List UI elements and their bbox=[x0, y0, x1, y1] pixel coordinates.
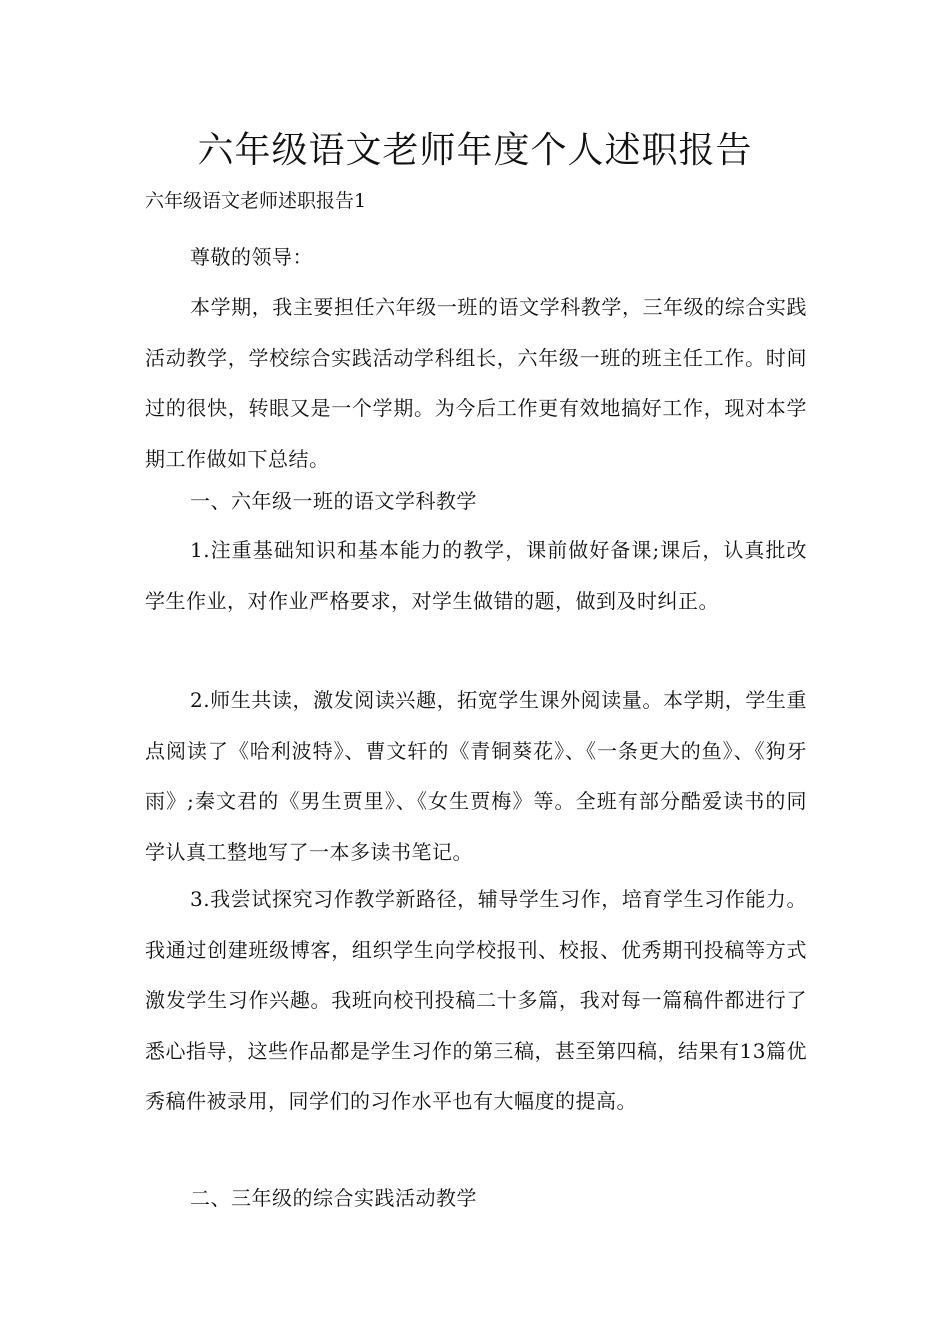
document-title: 六年级语文老师年度个人述职报告 bbox=[197, 130, 753, 171]
intro-paragraph: 本学期，我主要担任六年级一班的语文学科教学，三年级的综合实践活动教学，学校综合实践活动学科组长，六年级一班的班主任工作。时间过的很快，转眼又是一个学期。为今后工作更有效地搞好工作，现对本学期工作做如下总结。 bbox=[145, 295, 807, 471]
list-item-2: 2.师生共读，激发阅读兴趣，拓宽学生课外阅读量。本学期，学生重点阅读了《哈利波特》、曹文轩的《青铜葵花》、《一条更大的鱼》、《狗牙雨》;秦文君的《男生贾里》、《女生贾梅》等。全班有部分酷爱读书的同学认真工整地写了一本多读书笔记。 bbox=[145, 688, 807, 864]
section-heading-2: 二、三年级的综合实践活动教学 bbox=[190, 1186, 477, 1210]
section-heading-1: 一、六年级一班的语文学科教学 bbox=[190, 489, 477, 513]
document-subtitle: 六年级语文老师述职报告1 bbox=[145, 190, 367, 212]
list-item-3: 3.我尝试探究习作教学新路径，辅导学生习作，培育学生习作能力。我通过创建班级博客，组织学生向学校报刊、校报、优秀期刊投稿等方式激发学生习作兴趣。我班向校刊投稿二十多篇，我对每一篇稿件都进行了悉心指导，这些作品都是学生习作的第三稿，甚至第四稿，结果有13篇优秀稿件被录用，同学们的习作水平也有大幅度的提高。 bbox=[145, 887, 807, 1113]
greeting-paragraph: 尊敬的领导： bbox=[190, 245, 313, 269]
list-item-1: 1.注重基础知识和基本能力的教学，课前做好备课;课后，认真批改学生作业，对作业严格要求，对学生做错的题，做到及时纠正。 bbox=[145, 538, 807, 613]
